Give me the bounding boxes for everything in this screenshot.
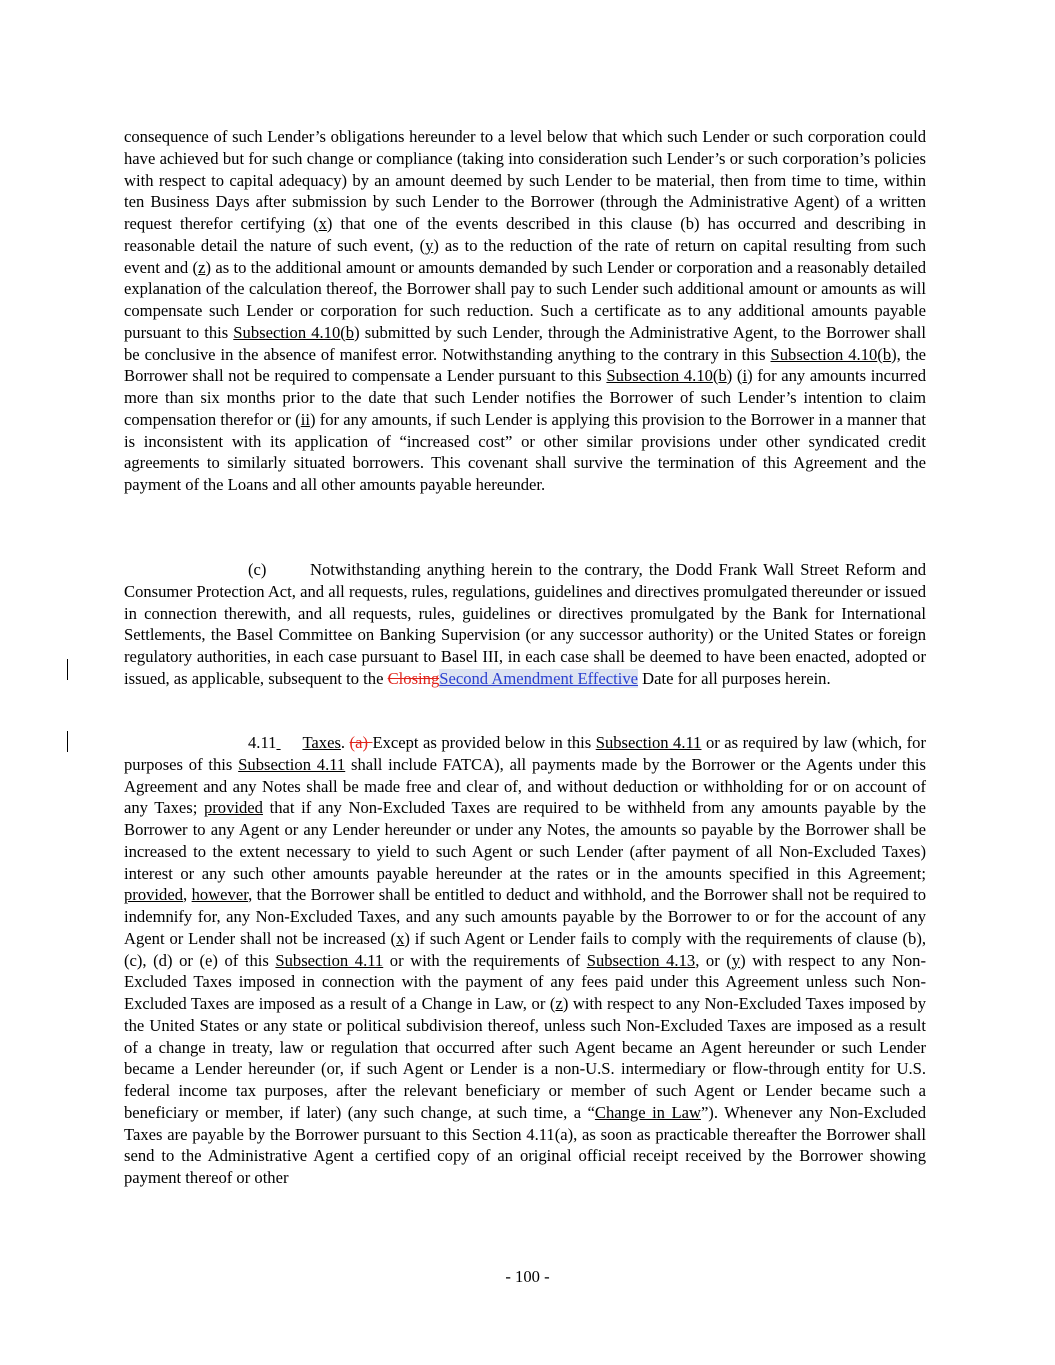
cross-reference[interactable]: Subsection 4.11 xyxy=(238,754,346,774)
cross-reference[interactable]: Subsection 4.11 xyxy=(275,950,384,970)
section-4-11-taxes: 4.11 Taxes. (a) Except as provided below in this Subsection 4.11 or as required by law (which, for purposes of this Subsection 4.11 shall include FATCA), all payments made by the Borrower or the Agents under this Agreement and any Notes shall be made free and clear of, and without deduction or withholding for or on account of any Taxes; provided that if any Non-Excluded Taxes are required to be withheld from any amounts payable by the Borrower to any Agent or any Lender hereunder or under any Notes, the amounts so payable by the Borrower shall be increased to the extent necessary to yield to such Agent or such Lender (after payment of all Non-Excluded Taxes) interest or any such other amounts payable hereunder at the rates or in the amounts specified in this Agreement; provided, however, that the Borrower shall be entitled to deduct and withhold, and the Borrower shall not be required to indemnify for, any Non-Excluded Taxes, and any such amounts payable by the Borrower to or for the account of any Agent or Lender shall not be increased (x) if such Agent or Lender fails to comply with the requirements of clause (b), (c), (d) or (e) of this Subsection 4.11 or with the requirements of Subsection 4.13, or (y) with respect to any Non-Excluded Taxes imposed in connection with the payment of any fees paid under this Agreement unless such Non-Excluded Taxes are imposed as a result of a Change in Law, or (z) with respect to any Non-Excluded Taxes imposed by the United States or any state or political subdivision thereof, unless such Non-Excluded Taxes are imposed as a result of a change in treaty, law or regulation that occurred after such Agent became an Agent hereunder or such Lender became a Lender hereunder (or, if such Agent or Lender is a non-U.S. intermediary or flow-through entity for U.S. federal income tax purposes, after the relevant beneficiary or member of such Agent or Lender became such a beneficiary or member, if later) (any such change, at such time, a “Change in Law”). Whenever any Non-Excluded Taxes are payable by the Borrower pursuant to this Section 4.11(a), as soon as practicable thereafter the Borrower shall send to the Administrative Agent a certified copy of an original official receipt received by the Borrower showing payment thereof or other xyxy=(124,733,927,1187)
cross-reference[interactable]: Subsection 4.13 xyxy=(586,950,696,970)
page-number: - 100 - xyxy=(505,1267,550,1286)
clause-y: y xyxy=(425,235,434,255)
cross-reference[interactable]: Subsection 4.10 xyxy=(233,322,341,342)
change-bar xyxy=(67,659,68,680)
section-number: 4.11 xyxy=(248,733,277,752)
deleted-text: (a) xyxy=(349,733,373,752)
deleted-text: Closing xyxy=(387,668,440,688)
defined-term: Change in Law xyxy=(594,1102,701,1122)
section-heading: Taxes xyxy=(302,733,341,752)
paragraph-4-10-c: (c) Notwithstanding anything herein to the contrary, the Dodd Frank Wall Street Reform and Consumer Protection Act, and all requests, rules, regulations, guidelines and directives promulgated thereunder or issued in connection therewith, and all requests, rules, guidelines or directives promulgated by the Bank for International Settlements, the Basel Committee on Banking Supervision (or any successor authority) or the United States or foreign regulatory authorities, in each case pursuant to Basel III, in each case shall be deemed to have been enacted, adopted or issued, as applicable, subsequent to the ClosingSecond Amendment Effective Date for all purposes herein. xyxy=(124,560,926,688)
clause-label: (c) xyxy=(248,560,267,579)
cross-reference[interactable]: Subsection 4.10 xyxy=(770,344,878,364)
cross-reference[interactable]: Subsection 4.11 xyxy=(595,733,702,752)
cross-reference[interactable]: Subsection 4.10 xyxy=(606,366,713,386)
paragraph-4-10-b-continued: consequence of such Lender’s obligations hereunder to a level below that which such Lender or such corporation could have achieved but for such change or compliance (taking into consideration such Lender’s or such corporation’s policies with respect to capital adequacy) by an amount deemed by such Lender to be material, then from time to time, within ten Business Days after submission by such Lender to the Borrower (through the Administrative Agent) of a written request therefor certifying (x) that one of the events described in this clause (b) has occurred and describing in reasonable detail the nature of such event, (y) as to the reduction of the rate of return on capital resulting from such event and (z) as to the additional amount or amounts demanded by such Lender or corporation and a reasonably detailed explanation of the calculation thereof, the Borrower shall pay to such Lender such additional amount or amounts as will compensate such Lender or corporation for such reduction. Such a certificate as to any additional amounts payable pursuant to this Subsection 4.10(b) submitted by such Lender, through the Administrative Agent, to the Borrower shall be conclusive in the absence of manifest error. Notwithstanding anything to the contrary in this Subsection 4.10(b), the Borrower shall not be required to compensate a Lender pursuant to this Subsection 4.10(b) (i) for any amounts incurred more than six months prior to the date that such Lender notifies the Borrower of such Lender’s intention to claim compensation therefor or (ii) for any amounts, if such Lender is applying this provision to the Borrower in a manner that is inconsistent with its application of “increased cost” or other similar provisions under other syndicated credit agreements to similarly situated borrowers. This covenant shall survive the termination of this Agreement and the payment of the Loans and all other amounts payable hereunder. xyxy=(124,127,927,494)
change-bar xyxy=(67,731,68,752)
clause-x: x xyxy=(318,214,327,233)
clause-z: z xyxy=(198,257,206,277)
inserted-text: Second Amendment Effective xyxy=(439,668,639,688)
